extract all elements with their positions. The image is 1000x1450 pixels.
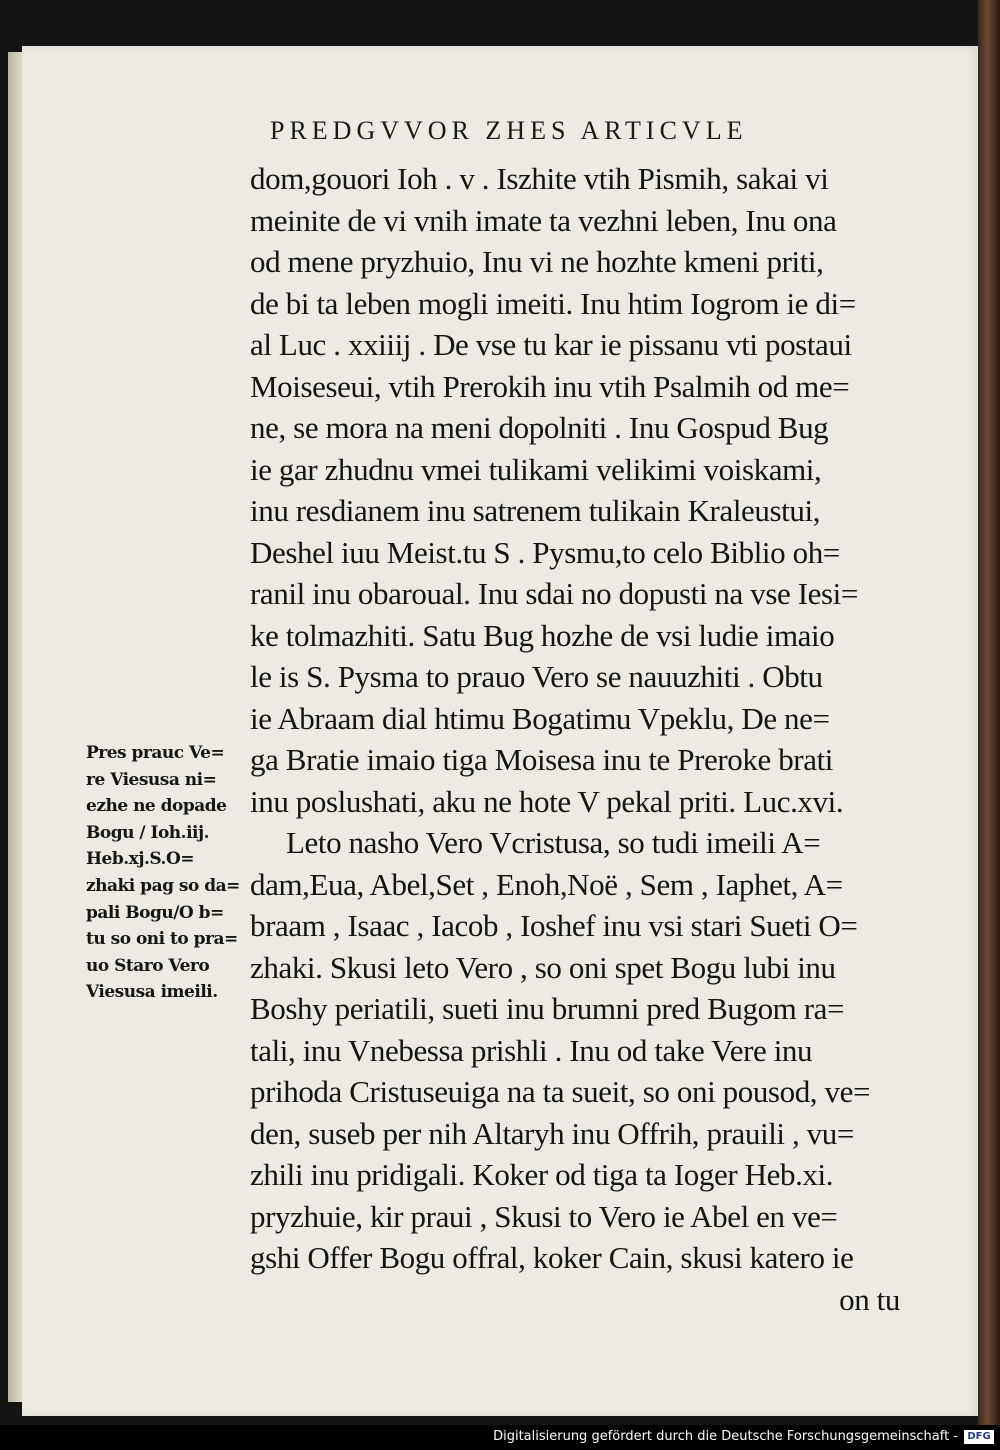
footer-credit: Digitalisierung gefördert durch die Deutsche Forschungsgemeinschaft -: [493, 1429, 958, 1444]
gloss-line: pali Bogu/O b=: [86, 902, 224, 923]
body-line: de bi ta leben mogli imeiti. Inu htim Iogrom ie di=: [250, 285, 856, 321]
body-line: ie Abraam dial htimu Bogatimu Vpeklu, De ne=: [250, 700, 830, 736]
body-line: Boshy periatili, sueti inu brumni pred Bugom ra=: [250, 991, 845, 1026]
body-line: zhili inu pridigali. Koker od tiga ta Ioger Heb.xi.: [250, 1157, 834, 1192]
book-spine: [978, 0, 1000, 1425]
gloss-line: Bogu / Ioh.iij.: [86, 822, 210, 843]
body-line: pryzhuie, kir praui , Skusi to Vero ie Abel en ve=: [250, 1198, 838, 1234]
gloss-line: Heb.xj.S.O=: [86, 849, 195, 870]
body-line: Moiseseui, vtih Prerokih inu vtih Psalmih od me=: [250, 368, 850, 404]
body-line: dam,Eua, Abel,Set , Enoh,Noë , Sem , Iaphet, A=: [250, 866, 843, 902]
body-line: ga Bratie imaio tiga Moisesa inu te Preroke brati: [250, 742, 834, 777]
body-line: al Luc . xxiiij . De vse tu kar ie pissanu vti postaui: [250, 327, 852, 362]
body-line: ranil inu obaroual. Inu sdai no dopusti na vse Iesi=: [250, 576, 858, 611]
body-line: le is S. Pysma to prauo Vero se nauuzhiti . Obtu: [250, 659, 823, 694]
catchword: on tu: [839, 1281, 900, 1317]
running-head: PREDGVVOR ZHES ARTICVLE: [270, 116, 748, 145]
dfg-logo: DFG: [964, 1430, 994, 1444]
marginal-gloss: [86, 740, 246, 1006]
body-line: tali, inu Vnebessa prishli . Inu od take Vere inu: [250, 1032, 813, 1068]
body-text: [250, 158, 920, 1320]
gloss-line: zhaki pag so da=: [86, 875, 240, 896]
gloss-line: re Viesusa ni=: [86, 769, 217, 790]
body-line: ne, se mora na meni dopolniti . Inu Gospud Bug: [250, 410, 829, 445]
body-line: prihoda Cristuseuiga na ta sueit, so oni pousod, ve=: [250, 1074, 871, 1109]
body-line: dom,gouori Ioh . v . Iszhite vtih Pismih, sakai vi: [250, 161, 829, 196]
digitization-footer: [0, 1425, 1000, 1450]
body-line: inu resdianem inu satrenem tulikain Kraleustui,: [250, 493, 821, 528]
body-line: zhaki. Skusi leto Vero , so oni spet Bogu lubi inu: [250, 949, 836, 985]
gloss-line: Pres prauc Ve=: [86, 743, 225, 763]
body-line: gshi Offer Bogu offral, koker Cain, skusi katero ie: [250, 1240, 854, 1275]
body-line: ie gar zhudnu vmei tulikami velikimi voiskami,: [250, 451, 822, 487]
body-line: Leto nasho Vero Vcristusa, so tudi imeili A=: [286, 825, 821, 860]
body-line: braam , Isaac , Iacob , Ioshef inu vsi stari Sueti O=: [250, 908, 858, 943]
body-line: ke tolmazhiti. Satu Bug hozhe de vsi ludie imaio: [250, 617, 835, 653]
body-line: od mene pryzhuio, Inu vi ne hozhte kmeni priti,: [250, 244, 824, 279]
gloss-line: Viesusa imeili.: [86, 982, 218, 1003]
body-line: meinite de vi vnih imate ta vezhni leben, Inu ona: [250, 202, 837, 238]
gloss-line: ezhe ne dopade: [86, 796, 227, 817]
body-line: inu poslushati, aku ne hote V pekal priti. Luc.xvi.: [250, 783, 844, 819]
body-line: Deshel iuu Meist.tu S . Pysmu,to celo Biblio oh=: [250, 534, 840, 570]
gloss-line: uo Staro Vero: [86, 955, 210, 976]
body-line: den, suseb per nih Altaryh inu Offrih, prauili , vu=: [250, 1115, 854, 1151]
gloss-line: tu so oni to pra=: [86, 929, 238, 950]
